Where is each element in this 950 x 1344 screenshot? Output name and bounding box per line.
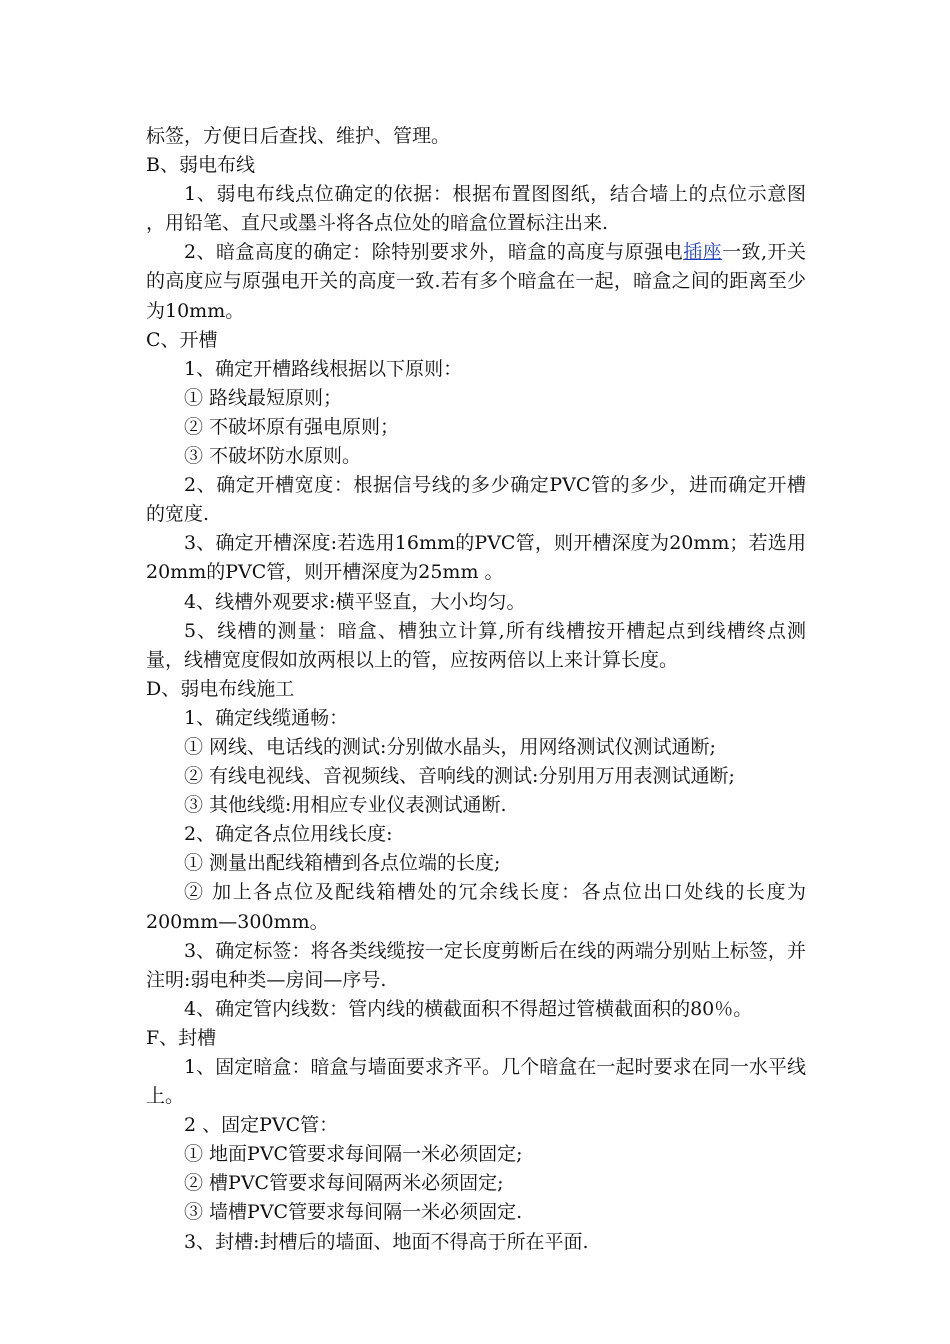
paragraph: 3、确定标签：将各类线缆按一定长度剪断后在线的两端分别贴上标签，并注明:弱电种类—房间—序号.	[146, 939, 806, 991]
list-item: ① 网线、电话线的测试:分别做水晶头，用网络测试仪测试通断;	[184, 735, 716, 758]
paragraph: 4、线槽外观要求:横平竖直，大小均匀。	[184, 590, 526, 613]
section-heading-d: D、弱电布线施工	[146, 677, 295, 700]
list-item: ② 不破坏原有强电原则；	[184, 415, 400, 438]
list-item: ③ 不破坏防水原则。	[184, 445, 362, 468]
paragraph: 1、确定线缆通畅：	[184, 706, 349, 729]
socket-link[interactable]: 插座	[683, 241, 723, 264]
list-item: ② 有线电视线、音视频线、音响线的测试:分别用万用表测试通断;	[184, 765, 735, 788]
paragraph-text-before-link: 2、暗盒高度的确定：除特别要求外，暗盒的高度与原强电	[184, 241, 684, 264]
section-heading-f: F、封槽	[146, 1026, 217, 1049]
list-item: ① 路线最短原则；	[184, 386, 343, 409]
paragraph-with-link	[146, 238, 806, 325]
paragraph: 2、确定开槽宽度：根据信号线的多少确定PVC管的多少，进而确定开槽的宽度.	[146, 474, 806, 526]
paragraph-text-after-link: 一致,开关的高度应与原强电开关的高度一致.若有多个暗盒在一起，暗盒之间的距离至少为10mm。	[146, 241, 806, 322]
section-heading-c: C、开槽	[146, 328, 218, 351]
paragraph: 3、封槽:封槽后的墙面、地面不得高于所在平面.	[184, 1230, 589, 1253]
list-item: ② 槽PVC管要求每间隔两米必须固定;	[184, 1172, 504, 1195]
paragraph: 5、线槽的测量：暗盒、槽独立计算,所有线槽按开槽起点到线槽终点测量，线槽宽度假如放两根以上的管，应按两倍以上来计算长度。	[146, 619, 806, 671]
paragraph: 标签，方便日后查找、维护、管理。	[146, 125, 451, 147]
paragraph: 3、确定开槽深度:若选用16mm的PVC管，则开槽深度为20mm；若选用20mm的PVC管，则开槽深度为25mm 。	[146, 532, 806, 584]
list-item: ① 地面PVC管要求每间隔一米必须固定;	[184, 1143, 523, 1166]
paragraph: 2 、固定PVC管：	[184, 1114, 339, 1137]
document-body	[146, 122, 806, 1257]
paragraph: 1、确定开槽路线根据以下原则：	[184, 357, 463, 380]
paragraph: 2、确定各点位用线长度:	[184, 823, 393, 846]
paragraph: 1、固定暗盒：暗盒与墙面要求齐平。几个暗盒在一起时要求在同一水平线上。	[146, 1056, 806, 1108]
paragraph: 4、确定管内线数：管内线的横截面积不得超过管横截面积的80％。	[184, 997, 753, 1020]
list-item: ③ 墙槽PVC管要求每间隔一米必须固定.	[184, 1201, 523, 1224]
list-item: ① 测量出配线箱槽到各点位端的长度;	[184, 852, 501, 875]
list-item: ③ 其他线缆:用相应专业仪表测试通断.	[184, 794, 507, 817]
list-item: ② 加上各点位及配线箱槽处的冗余线长度：各点位出口处线的长度为200mm—300mm。	[146, 881, 806, 933]
paragraph: 1、弱电布线点位确定的依据：根据布置图图纸，结合墙上的点位示意图 ，用铅笔、直尺或墨斗将各点位处的暗盒位置标注出来.	[146, 183, 806, 235]
section-heading-b: B、弱电布线	[146, 154, 255, 177]
